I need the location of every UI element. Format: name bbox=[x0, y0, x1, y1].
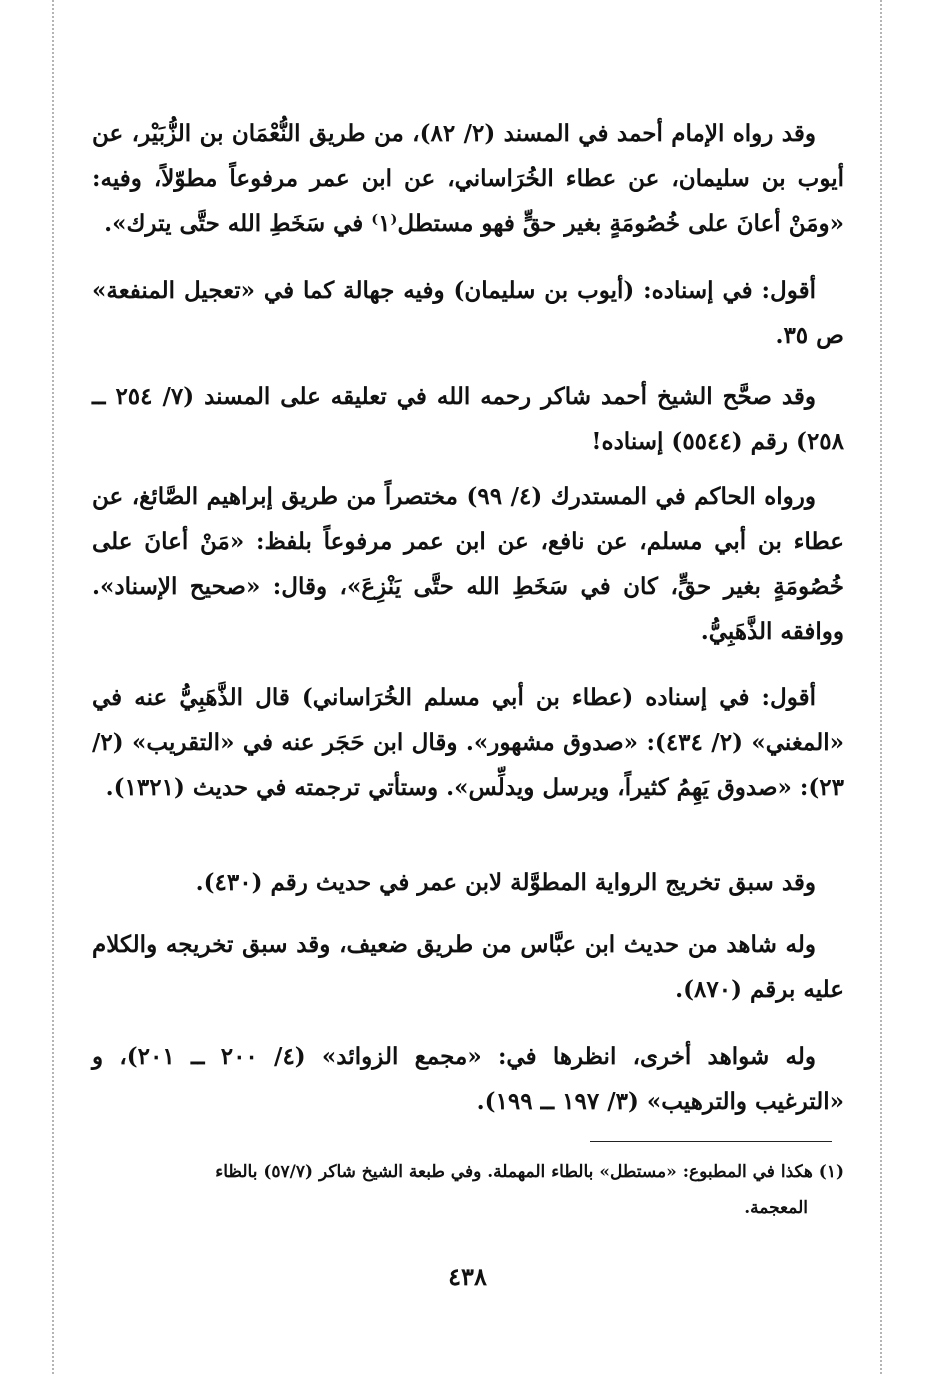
paragraph-7 bbox=[92, 922, 844, 1012]
paragraph-8 bbox=[92, 1034, 844, 1124]
paragraph-text: أقول: في إسناده: (أيوب بن سليمان) وفيه جهالة كما في «تعجيل المنفعة» ص ٣٥. bbox=[92, 277, 844, 349]
page-number: ٤٣٨ bbox=[448, 1262, 487, 1291]
paragraph-5 bbox=[92, 675, 844, 810]
paragraph-text: ورواه الحاكم في المستدرك (٤/ ٩٩) مختصراً من طريق إبراهيم الصَّائغ، عن عطاء بن أبي مسلم، عن نافع، عن ابن عمر مرفوعاً بلفظ: «مَنْ أعانَ على خُصُومَةٍ بغير حقٍّ، كان في سَخَطِ الله حتَّى يَنْزِعَ»، وقال: «صحيح الإسناد». ووافقه الذَّهَبِيُّ. bbox=[92, 483, 844, 645]
paragraph-text: وقد رواه الإمام أحمد في المسند (٢/ ٨٢)، من طريق النُّعْمَان بن الزُّبَيْر، عن أيوب بن سليمان، عن عطاء الخُرَاساني، عن ابن عمر مرفوعاً مطوّلاً، وفيه: «ومَنْ أعانَ على خُصُومَةٍ بغير حقٍّ فهو مستطل⁽١⁾ في سَخَطِ الله حتَّى يترك». bbox=[92, 120, 844, 237]
paragraph-text: وله شواهد أخرى، انظرها في: «مجمع الزوائد» (٤/ ٢٠٠ ــ ٢٠١)، و «الترغيب والترهيب» (٣/ ١٩٧ ــ ١٩٩). bbox=[92, 1043, 844, 1115]
paragraph-1 bbox=[92, 111, 844, 246]
footnote-separator bbox=[590, 1141, 832, 1142]
footnote-line-2: المعجمة. bbox=[744, 1198, 808, 1218]
paragraph-text: أقول: في إسناده (عطاء بن أبي مسلم الخُرَاساني) قال الذَّهَبِيُّ عنه في «المغني» (٢/ ٤٣٤): «صدوق مشهور». وقال ابن حَجَر عنه في «التقريب» (٢/ ٢٣): «صدوق يَهِمُ كثيراً، ويرسل ويدلِّس». وستأتي ترجمته في حديث (١٣٢١). bbox=[92, 684, 844, 801]
paragraph-text: وقد سبق تخريج الرواية المطوَّلة لابن عمر في حديث رقم (٤٣٠). bbox=[195, 869, 816, 896]
paragraph-2 bbox=[92, 268, 844, 358]
paragraph-6 bbox=[92, 860, 844, 905]
footnote-line-1: (١) هكذا في المطبوع: «مستطل» بالطاء المهملة. وفي طبعة الشيخ شاكر (٥٧/٧) بالظاء bbox=[215, 1162, 844, 1182]
page-edge-left-dotted-line bbox=[52, 0, 54, 1374]
paragraph-4 bbox=[92, 474, 844, 654]
paragraph-3 bbox=[92, 374, 844, 464]
page-edge-right-dotted-line bbox=[880, 0, 882, 1374]
paragraph-text: وقد صحَّح الشيخ أحمد شاكر رحمه الله في تعليقه على المسند (٧/ ٢٥٤ ــ ٢٥٨) رقم (٥٥٤٤) إسناده! bbox=[92, 383, 844, 455]
paragraph-text: وله شاهد من حديث ابن عبَّاس من طريق ضعيف، وقد سبق تخريجه والكلام عليه برقم (٨٧٠). bbox=[92, 931, 844, 1003]
footnote bbox=[92, 1154, 844, 1226]
